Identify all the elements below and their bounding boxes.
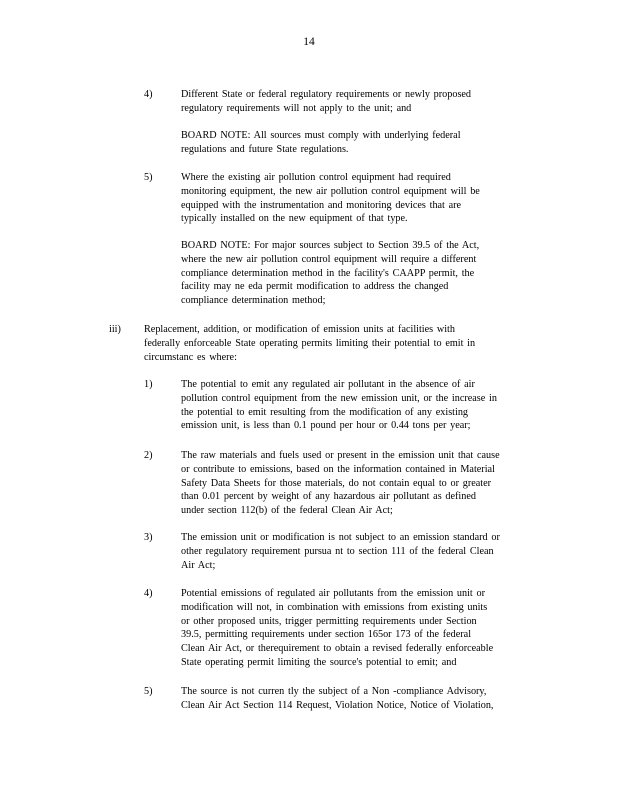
- paragraph-item-1: [181, 378, 536, 433]
- text-line: Where the existing air pollution control equipment had required: [181, 172, 451, 183]
- board-note: [181, 239, 536, 308]
- item-marker: 5): [144, 686, 153, 697]
- text-line: 39.5, permitting requirements under section 165or 173 of the federal: [181, 629, 472, 641]
- item-marker: 3): [144, 532, 153, 543]
- text-line: The source is not curren tly the subject of a Non -compliance Advisory,: [181, 686, 487, 697]
- item-marker: 4): [144, 89, 153, 100]
- paragraph-item-5b: [181, 685, 536, 713]
- text-line: under section 112(b) of the federal Clean Air Act;: [181, 505, 393, 517]
- text-line: regulatory requirements will not apply to the unit; and: [181, 102, 412, 114]
- text-line: BOARD NOTE: All sources must comply with underlying federal: [181, 130, 461, 141]
- text-line: where the new air pollution control equipment will require a different: [181, 253, 477, 265]
- paragraph-iii: [144, 323, 538, 364]
- item-marker: 5): [144, 172, 153, 183]
- text-line: pollution control equipment from the new emission unit, or the increase in: [181, 392, 497, 404]
- paragraph-item-3: [181, 531, 536, 572]
- item-marker: 2): [144, 450, 153, 461]
- item-marker: 1): [144, 379, 153, 390]
- paragraph-item-4: [181, 88, 536, 116]
- text-line: regulations and future State regulations.: [181, 143, 349, 155]
- text-line: or contribute to emissions, based on the information contained in Material: [181, 463, 495, 475]
- text-line: Air Act;: [181, 559, 216, 571]
- text-line: federally enforceable State operating permits limiting their potential to emit in: [144, 337, 476, 349]
- text-line: compliance determination method in the facility's CAAPP permit, the: [181, 267, 475, 279]
- text-line: equipped with the instrumentation and monitoring devices that are: [181, 199, 462, 211]
- text-line: facility may ne eda permit modification to address the changed: [181, 281, 449, 293]
- text-line: emission unit, is less than 0.1 pound per hour or 0.44 tons per year;: [181, 420, 471, 432]
- text-line: Replacement, addition, or modification of emission units at facilities with: [144, 324, 455, 335]
- page-number: 14: [303, 36, 315, 48]
- text-line: modification will not, in combination with emissions from existing units: [181, 601, 488, 613]
- text-line: The emission unit or modification is not subject to an emission standard or: [181, 532, 500, 543]
- item-marker: 4): [144, 588, 153, 599]
- paragraph-item-4b: [181, 587, 536, 670]
- text-line: State operating permit limiting the source's potential to emit; and: [181, 656, 457, 668]
- paragraph-item-2: [181, 449, 536, 518]
- text-line: The potential to emit any regulated air pollutant in the absence of air: [181, 379, 475, 390]
- text-line: Potential emissions of regulated air pollutants from the emission unit or: [181, 588, 485, 599]
- text-line: than 0.01 percent by weight of any hazardous air pollutant as defined: [181, 491, 476, 503]
- text-line: Different State or federal regulatory requirements or newly proposed: [181, 89, 472, 100]
- text-line: compliance determination method;: [181, 295, 326, 307]
- text-line: typically installed on the new equipment of that type.: [181, 213, 408, 225]
- text-line: circumstanc es where:: [144, 351, 237, 363]
- board-note: [181, 129, 536, 157]
- paragraph-item-5: [181, 171, 536, 226]
- text-line: monitoring equipment, the new air pollution control equipment will be: [181, 185, 480, 197]
- section-marker: iii): [109, 324, 121, 335]
- text-line: Safety Data Sheets for those materials, do not contain equal to or greater: [181, 477, 492, 489]
- text-line: or other proposed units, trigger permitting requirements under Section: [181, 615, 477, 627]
- text-line: Clean Air Act, or therequirement to obtain a revised federally enforceable: [181, 643, 494, 655]
- text-line: The raw materials and fuels used or present in the emission unit that cause: [181, 450, 500, 461]
- text-line: other regulatory requirement pursua nt to section 111 of the federal Clean: [181, 545, 494, 557]
- text-line: the potential to emit resulting from the modification of any existing: [181, 406, 469, 418]
- text-line: BOARD NOTE: For major sources subject to Section 39.5 of the Act,: [181, 240, 480, 251]
- text-line: Clean Air Act Section 114 Request, Violation Notice, Notice of Violation,: [181, 699, 494, 711]
